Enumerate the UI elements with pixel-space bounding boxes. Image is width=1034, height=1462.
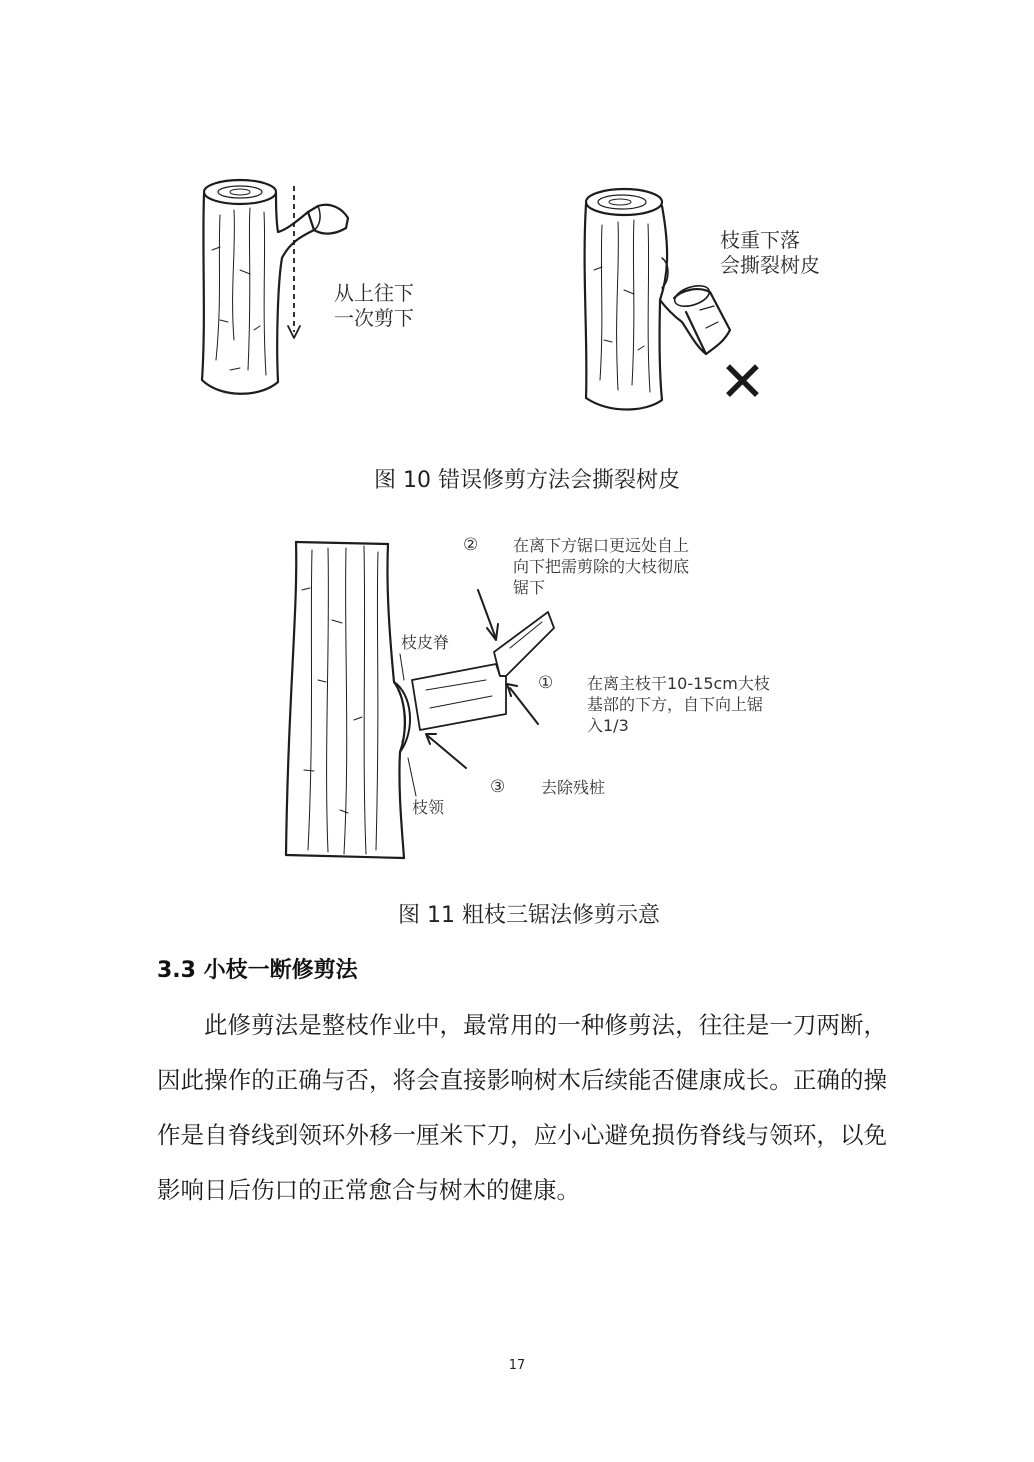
label-branch-bark-ridge: 枝皮脊 (401, 633, 450, 652)
label-branch-collar: 枝领 (412, 798, 445, 817)
fig10-left-label: 从上往下 一次剪下 (334, 281, 414, 330)
figure11-caption: 图 11 粗枝三锯法修剪示意 (398, 903, 660, 928)
step2-text: 在离下方锯口更远处自上 向下把需剪除的大枝彻底 锯下 (513, 536, 690, 597)
figure10-caption: 图 10 错误修剪方法会撕裂树皮 (374, 468, 680, 493)
step3-text: 去除残桩 (541, 778, 606, 797)
step1-number: ① (538, 673, 554, 693)
fig10-right-label: 枝重下落 会撕裂树皮 (720, 228, 820, 277)
wrong-x-icon: ✕ (719, 350, 766, 415)
section-heading: 3.3 小枝一断修剪法 (157, 958, 358, 983)
step2-number: ② (463, 535, 479, 555)
section-body (157, 998, 887, 1218)
section-paragraph: 此修剪法是整枝作业中，最常用的一种修剪法，往往是一刀两断，因此操作的正确与否，将会直接影响树木后续能否健康成长。正确的操作是自脊线到领环外移一厘米下刀，应小心避免损伤脊线与领环，以免影响日后伤口的正常愈合与树木的健康。 (157, 1011, 887, 1204)
step1-text: 在离主枝干10-15cm大枝 基部的下方，自下向上锯 入1/3 (587, 674, 770, 735)
step3-number: ③ (490, 777, 506, 797)
page-number: 17 (508, 1358, 526, 1373)
